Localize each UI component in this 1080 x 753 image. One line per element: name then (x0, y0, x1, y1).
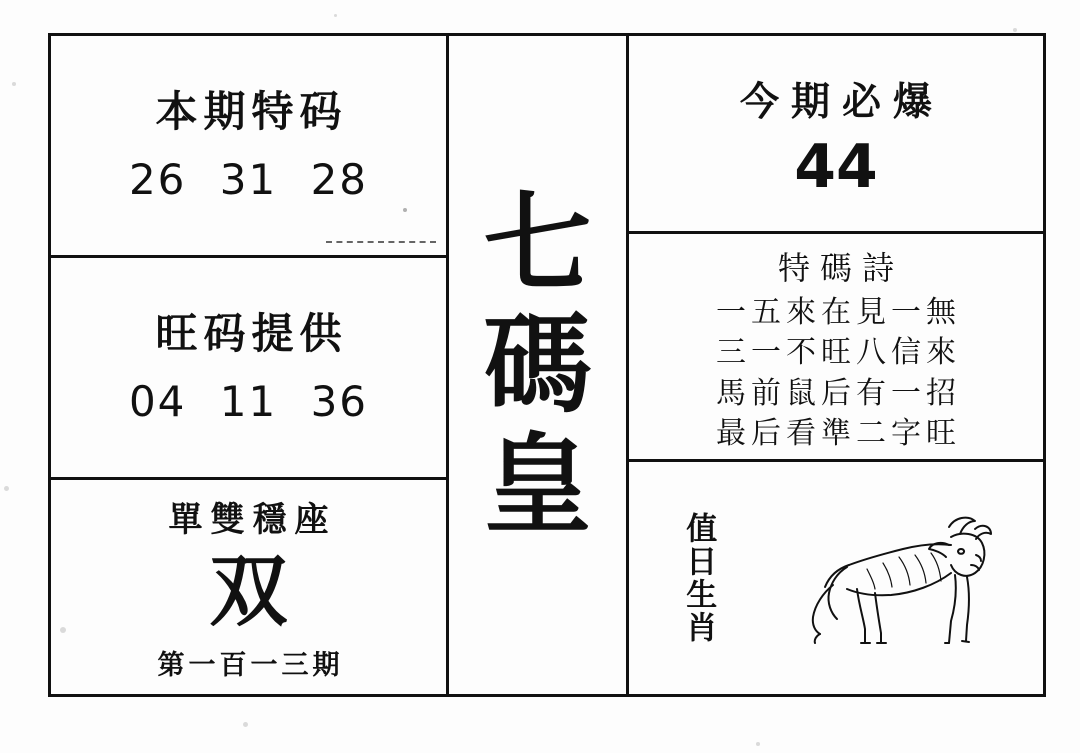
left-column (51, 36, 449, 694)
hot-codes-numbers (120, 376, 377, 426)
special-code-number: 28 (310, 154, 369, 204)
section-odd-even (51, 480, 446, 694)
paper-speck (12, 82, 16, 86)
zodiac-label-text: 值日生肖 (680, 512, 717, 644)
poster-frame (48, 33, 1046, 697)
poem-line: 三一不旺八信來 (716, 335, 961, 371)
stray-dot-mark (403, 208, 407, 212)
center-title-column (449, 36, 629, 694)
section-zodiac-of-the-day (629, 462, 1043, 694)
must-hit-heading: 今期必爆 (739, 78, 944, 125)
title-char-3: 皇 (483, 422, 592, 549)
special-code-heading: 本期特码 (155, 86, 348, 136)
paper-speck (243, 722, 248, 727)
paper-speck (756, 742, 760, 746)
odd-even-heading: 單雙穩座 (168, 500, 337, 540)
zodiac-label (653, 512, 743, 644)
paper-speck (4, 486, 9, 491)
hot-code-number: 36 (310, 376, 369, 426)
paper-speck (334, 14, 337, 17)
issue-number: 第一百一三期 (157, 650, 344, 681)
poem-title: 特碼詩 (777, 249, 904, 288)
section-special-poem (629, 234, 1043, 462)
right-column (629, 36, 1043, 694)
section-must-hit (629, 36, 1043, 234)
title-char-1: 七 (483, 180, 592, 307)
paper-speck (1013, 28, 1017, 32)
ox-illustration-wrap (743, 493, 1035, 663)
section-special-code (51, 36, 446, 258)
hot-codes-heading: 旺码提供 (155, 308, 348, 358)
poem-line: 馬前鼠后有一招 (716, 375, 961, 411)
title-char-2: 碼 (483, 301, 592, 428)
poem-line: 一五來在見一無 (716, 295, 961, 331)
hot-code-number: 11 (219, 376, 278, 426)
poem-line: 最后看準二字旺 (716, 415, 961, 451)
must-hit-number: 44 (794, 131, 878, 202)
ox-icon (779, 493, 999, 663)
special-code-number: 26 (128, 154, 187, 204)
special-code-number: 31 (219, 154, 278, 204)
vertical-title (449, 36, 626, 694)
special-code-numbers (120, 154, 377, 204)
section-hot-codes (51, 258, 446, 480)
hot-code-number: 04 (128, 376, 187, 426)
odd-even-answer: 双 (209, 547, 288, 637)
stray-dash-mark (326, 241, 436, 243)
